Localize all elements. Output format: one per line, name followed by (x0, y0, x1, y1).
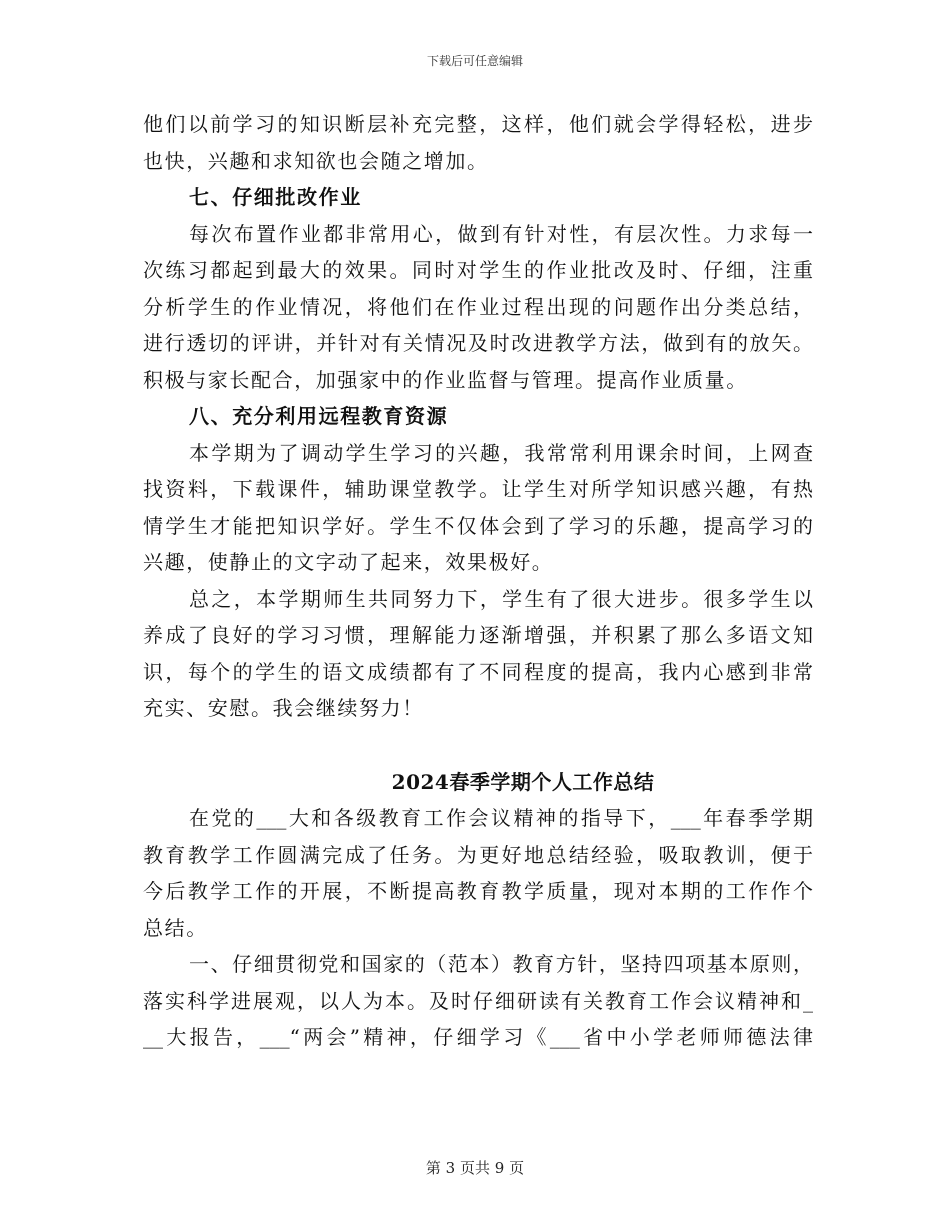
document-title: 2024春季学期个人工作总结 (391, 769, 655, 794)
paragraph-line: 他们以前学习的知识断层补充完整，这样，他们就会学得轻松，进步 (143, 112, 813, 136)
paragraph-line: __大报告，___“两会”精神，仔细学习《___省中小学老师师德法律 (143, 1025, 813, 1049)
document-body (143, 106, 813, 1056)
paragraph-line: 一、仔细贯彻党和国家的（范本）教育方针，坚持四项基本原则， (189, 952, 813, 976)
paragraph-line: 找资料，下载课件，辅助课堂教学。让学生对所学知识感兴趣，有热 (143, 477, 813, 501)
paragraph-line: 在党的___大和各级教育工作会议精神的指导下，___年春季学期 (189, 806, 813, 830)
paragraph-line: 落实科学进展观，以人为本。及时仔细研读有关教育工作会议精神和_ (143, 988, 813, 1013)
page-footer: 第 3 页共 9 页 (425, 1159, 525, 1177)
paragraph-line: 积极与家长配合，加强家中的作业监督与管理。提高作业质量。 (143, 367, 748, 392)
paragraph-line: 每次布置作业都非常用心，做到有针对性，有层次性。力求每一 (189, 221, 813, 246)
paragraph-line: 次练习都起到最大的效果。同时对学生的作业批改及时、仔细，注重 (143, 258, 813, 282)
paragraph-line: 教育教学工作圆满完成了任务。为更好地总结经验，吸取教训，便于 (143, 842, 813, 867)
paragraph-line: 兴趣，使静止的文字动了起来，效果极好。 (143, 550, 554, 574)
paragraph-line: 分析学生的作业情况，将他们在作业过程出现的问题作出分类总结， (143, 294, 813, 319)
section-heading-7: 七、仔细批改作业 (189, 185, 362, 209)
paragraph-line: 本学期为了调动学生学习的兴趣，我常常利用课余时间，上网查 (189, 440, 813, 465)
paragraph-line: 今后教学工作的开展，不断提高教育教学质量，现对本期的工作作个 (143, 879, 813, 903)
paragraph-line: 充实、安慰。我会继续努力！ (143, 696, 424, 720)
paragraph-line: 也快，兴趣和求知欲也会随之增加。 (143, 148, 489, 173)
paragraph-line: 识，每个的学生的语文成绩都有了不同程度的提高，我内心感到非常 (143, 659, 813, 684)
paragraph-line: 总结。 (143, 915, 208, 940)
page-header: 下载后可任意编辑 (426, 54, 523, 68)
paragraph-line: 情学生才能把知识学好。学生不仅体会到了学习的乐趣，提高学习的 (143, 513, 813, 538)
paragraph-line: 总之，本学期师生共同努力下，学生有了很大进步。很多学生以 (189, 586, 813, 611)
section-gap (143, 727, 813, 764)
paragraph-line: 进行透切的评讲，并针对有关情况及时改进教学方法，做到有的放矢。 (143, 331, 813, 355)
paragraph-line: 养成了良好的学习习惯，理解能力逐渐增强，并积累了那么多语文知 (143, 623, 813, 647)
section-heading-8: 八、充分利用远程教育资源 (189, 404, 449, 428)
